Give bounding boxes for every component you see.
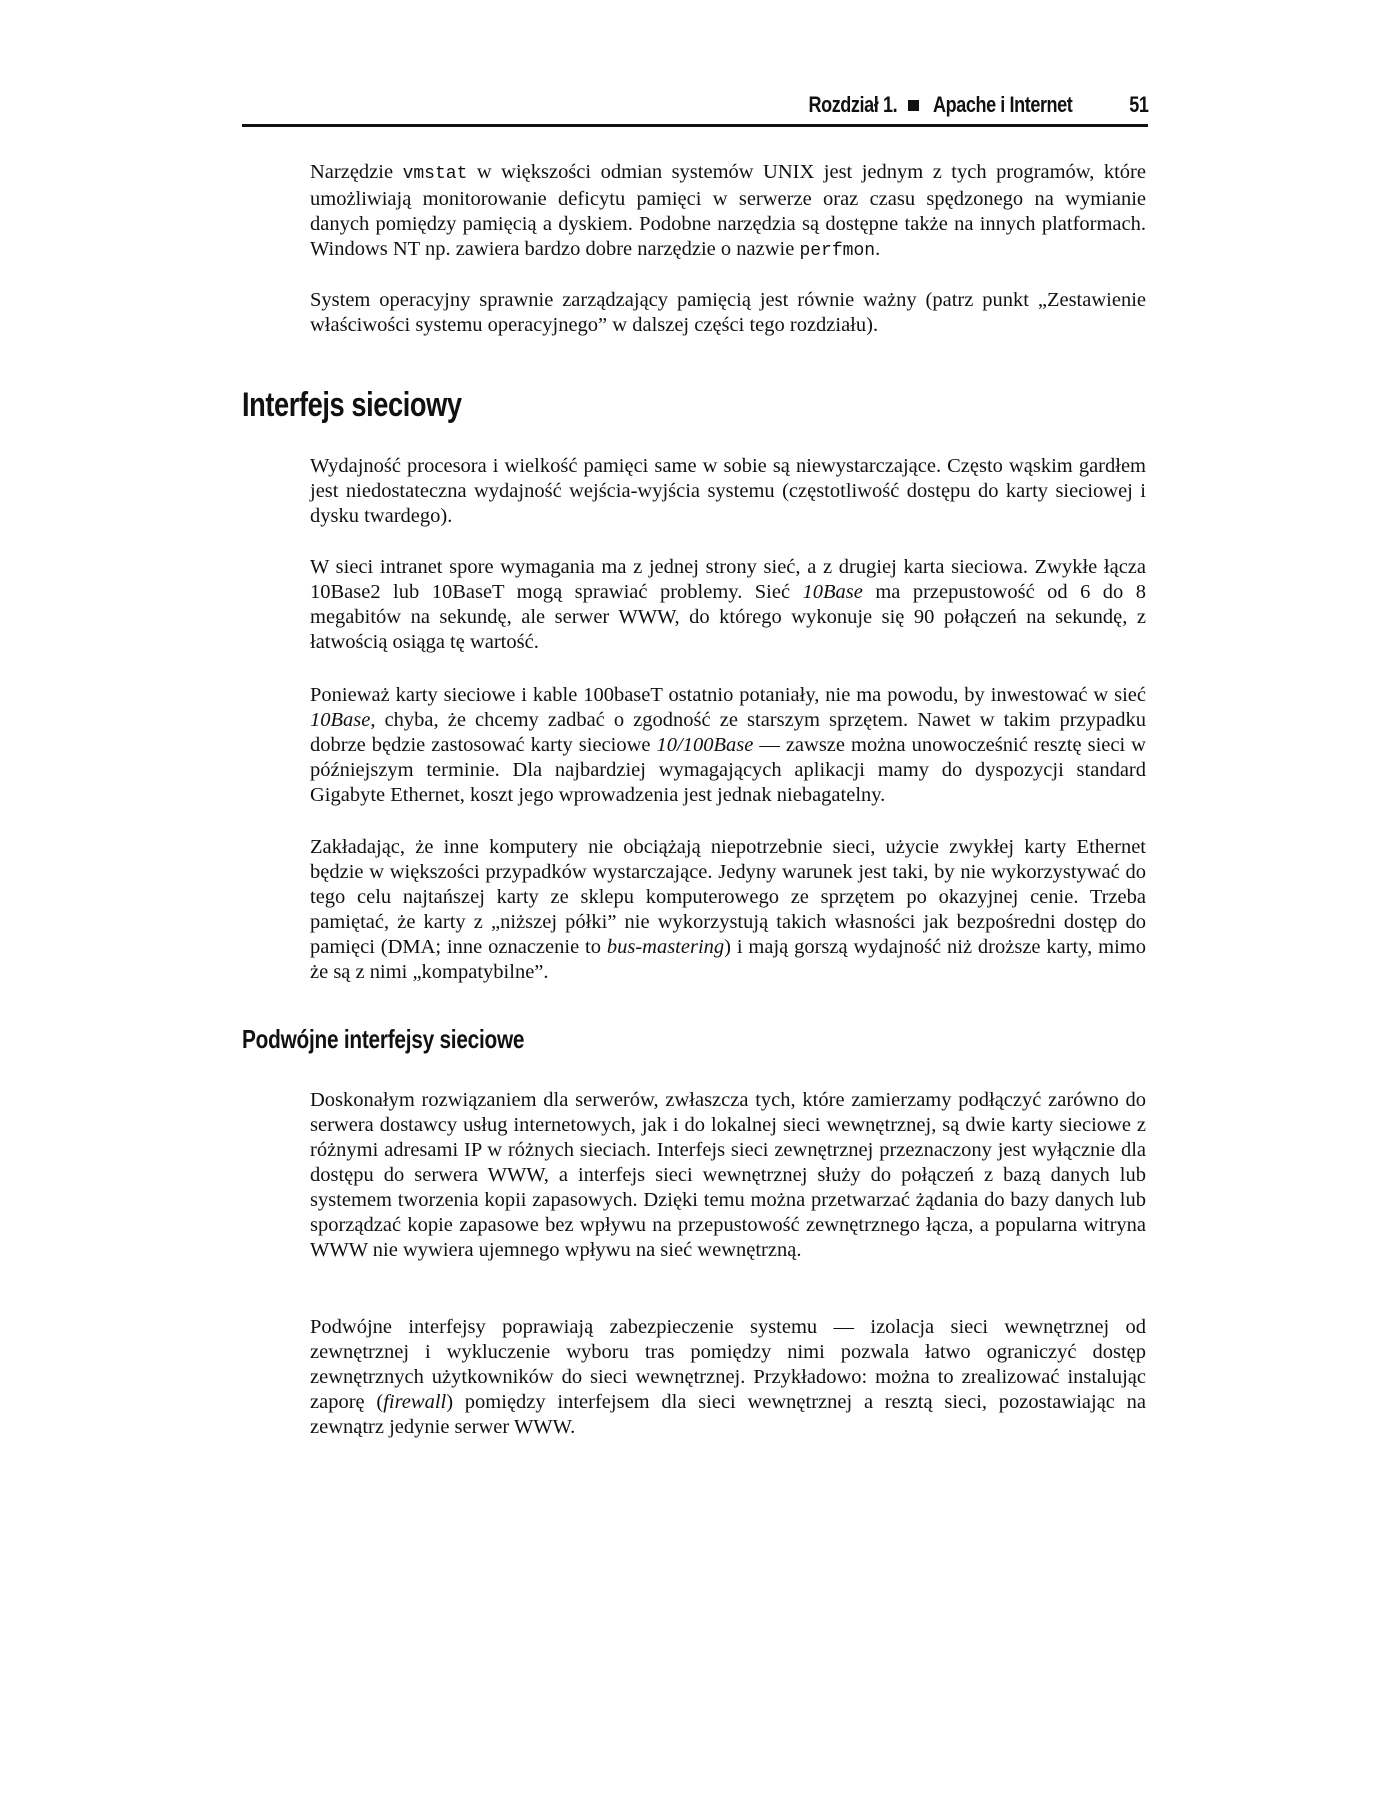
code-vmstat: vmstat bbox=[402, 164, 468, 184]
section1-paragraph-3 bbox=[310, 683, 1146, 808]
running-header bbox=[242, 92, 1148, 127]
chapter-label: Rozdział 1. bbox=[808, 92, 898, 117]
chapter-title: Apache i Internet bbox=[932, 92, 1072, 117]
running-header-content bbox=[789, 92, 1148, 118]
intro-paragraph-2-block bbox=[310, 288, 1146, 338]
text-run: , chyba, że chcemy zadbać o zgodność ze starszym sprzętem. Nawet w takim przypadku dobrze będzie zastosować karty sieciowe bbox=[310, 709, 1146, 756]
section1-paragraph-2 bbox=[310, 555, 1146, 655]
square-bullet-icon bbox=[908, 100, 919, 111]
section2-paragraph-1-block bbox=[310, 1088, 1146, 1263]
section-heading-dual-network-interfaces: Podwójne interfejsy sieciowe bbox=[242, 1024, 525, 1054]
section1-paragraph-1-block bbox=[310, 454, 1146, 529]
text-run: Zakładając, że inne komputery nie obciążają niepotrzebnie sieci, użycie zwykłej karty Ethernet będzie w większości przypadków wystarczające. Jedyny warunek jest taki, by nie wykorzystywać do tego celu najtańszej karty ze sklepu komputerowego ze sprzętem po okazyjnej cenie. Trzeba pamiętać, że karty z „niższej półki” nie wykorzystują takich własności jak bezpośredni dostęp do pamięci (DMA; inne oznaczenie to bbox=[310, 836, 1146, 958]
text-run: Ponieważ karty sieciowe i kable 100baseT ostatnio potaniały, nie ma powodu, by inwestować w sieć bbox=[310, 684, 1146, 706]
section-heading-network-interface: Interfejs sieciowy bbox=[242, 386, 462, 424]
text-run: w większości odmian systemów UNIX jest jednym z tych programów, które umożliwiają monitorowanie deficytu pamięci w serwerze oraz czasu spędzonego na wymianie danych pomiędzy pamięcią a dyskiem. Podobne narzędzia są dostępne także na innych platformach. Windows NT np. zawiera bardzo dobre narzędzie o nazwie bbox=[310, 161, 1146, 260]
text-run: ma przepustowość od 6 do 8 megabitów na sekundę, ale serwer WWW, do którego wykonuje się 90 połączeń na sekundę, z łatwością osiąga tę wartość. bbox=[310, 581, 1146, 653]
italic-term: 10/100Base bbox=[656, 734, 754, 756]
text-run: Podwójne interfejsy poprawiają zabezpieczenie systemu — izolacja sieci wewnętrznej od zewnętrznej i wykluczenie wyboru tras pomiędzy nimi pozwala łatwo ograniczyć dostęp zewnętrznych użytkowników do sieci wewnętrznej. Przykładowo: można to zrealizować instalując zaporę ( bbox=[310, 1316, 1146, 1413]
italic-term: 10Base bbox=[310, 709, 371, 731]
text-run: W sieci intranet spore wymagania ma z jednej strony sieć, a z drugiej karta sieciowa. Zwykłe łącza 10Base2 lub 10BaseT mogą sprawiać problemy. Sieć bbox=[310, 556, 1146, 603]
text-run: . bbox=[875, 238, 881, 260]
section1-paragraph-4-block bbox=[310, 835, 1146, 985]
text-run: Narzędzie bbox=[310, 161, 403, 183]
section1-paragraph-1: Wydajność procesora i wielkość pamięci same w sobie są niewystarczające. Często wąskim gardłem jest niedostateczna wydajność wejścia-wyjścia systemu (częstotliwość dostępu do karty sieciowej i dysku twardego). bbox=[310, 455, 1146, 527]
section2-paragraph-1: Doskonałym rozwiązaniem dla serwerów, zwłaszcza tych, które zamierzamy podłączyć zarówno do serwera dostawcy usług internetowych, jak i do lokalnej sieci wewnętrznej, są dwie karty sieciowe z różnymi adresami IP w różnych sieciach. Interfejs sieci zewnętrznej przeznaczony jest wyłącznie dla dostępu do serwera WWW, a interfejs sieci wewnętrznej służy do połączeń z bazą danych lub systemem tworzenia kopii zapasowych. Dzięki temu można przetwarzać żądania do bazy danych lub sporządzać kopie zapasowe bez wpływu na przepustowość zewnętrznego łącza, a popularna witryna WWW nie wywiera ujemnego wpływu na sieć wewnętrzną. bbox=[310, 1089, 1146, 1261]
code-perfmon: perfmon bbox=[799, 241, 876, 261]
italic-term: 10Base bbox=[802, 581, 863, 603]
section1-paragraph-2-block bbox=[310, 555, 1146, 655]
text-run: ) pomiędzy interfejsem dla sieci wewnętrznej a resztą sieci, pozostawiając na zewnątrz jedynie serwer WWW. bbox=[310, 1391, 1146, 1438]
text-run: ) i mają gorszą wydajność niż droższe karty, mimo że są z nimi „kompatybilne”. bbox=[310, 936, 1146, 983]
section1-paragraph-4 bbox=[310, 835, 1146, 985]
intro-paragraph-1 bbox=[310, 160, 1146, 264]
section2-paragraph-2 bbox=[310, 1315, 1146, 1440]
page-number: 51 bbox=[1128, 92, 1148, 117]
intro-paragraph-1-block bbox=[310, 160, 1146, 264]
text-run: — zawsze można unowocześnić resztę sieci w późniejszym terminie. Dla najbardziej wymagających aplikacji mamy do dyspozycji standard Gigabyte Ethernet, koszt jego wprowadzenia jest jednak niebagatelny. bbox=[310, 734, 1146, 806]
section1-paragraph-3-block bbox=[310, 683, 1146, 808]
italic-term: firewall bbox=[383, 1391, 447, 1413]
intro-paragraph-2: System operacyjny sprawnie zarządzający pamięcią jest równie ważny (patrz punkt „Zestawienie właściwości systemu operacyjnego” w dalszej części tego rozdziału). bbox=[310, 289, 1146, 336]
italic-term: bus-mastering bbox=[606, 936, 725, 958]
section2-paragraph-2-block bbox=[310, 1315, 1146, 1440]
